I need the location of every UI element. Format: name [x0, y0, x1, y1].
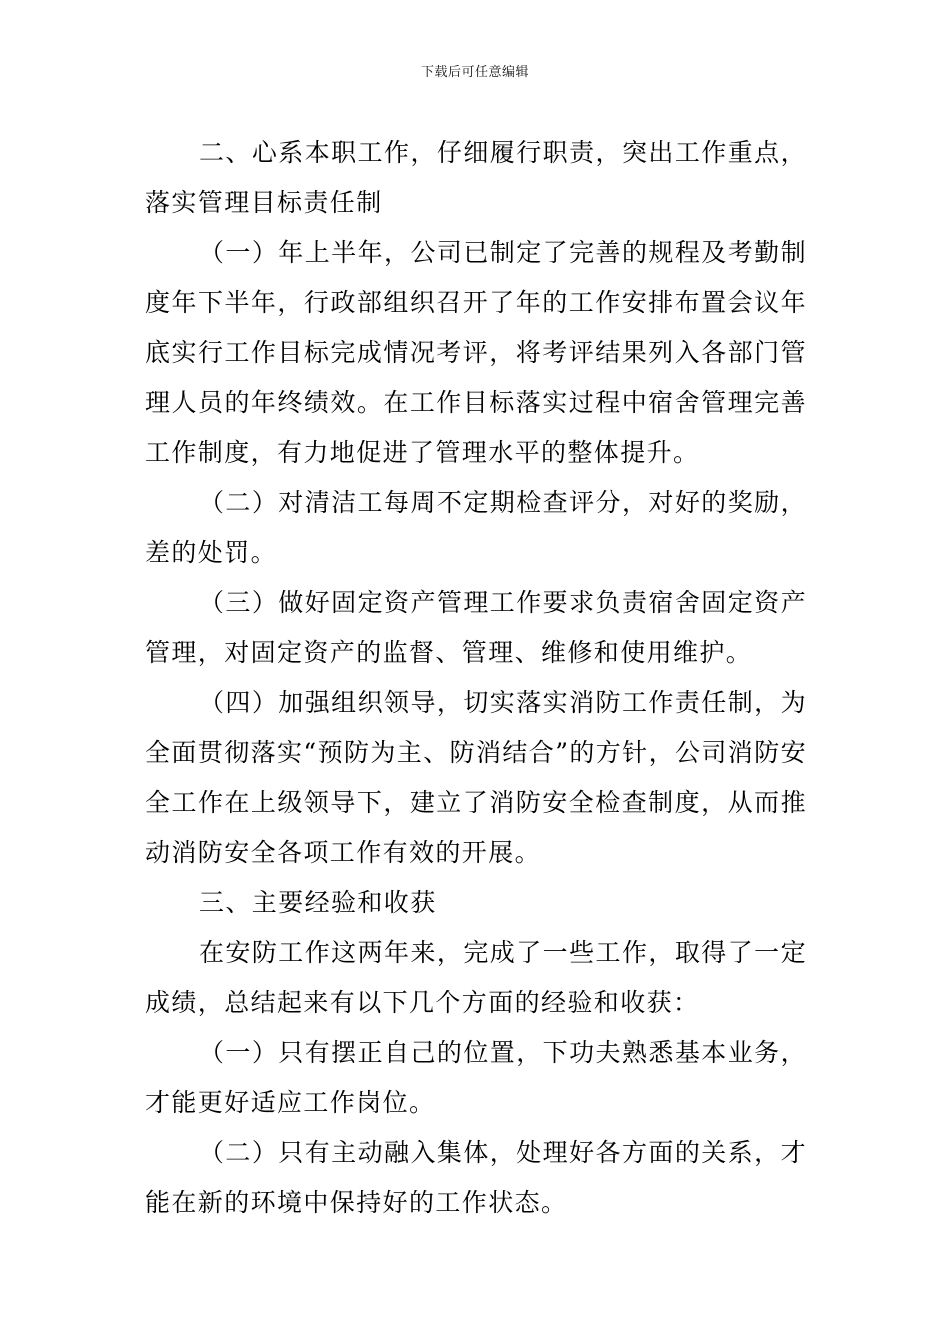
paragraph-item-3: （三）做好固定资产管理工作要求负责宿舍固定资产管理，对固定资产的监督、管理、维修和使用维护。 — [145, 588, 807, 667]
paragraph-item-2: （二）对清洁工每周不定期检查评分，对好的奖励，差的处罚。 — [145, 488, 807, 567]
paragraph-experience-2: （二）只有主动融入集体，处理好各方面的关系，才能在新的环境中保持好的工作状态。 — [145, 1138, 807, 1217]
document-body — [145, 128, 807, 1228]
paragraph-item-1: （一）年上半年，公司已制定了完善的规程及考勤制度年下半年，行政部组织召开了年的工作安排布置会议年底实行工作目标完成情况考评，将考评结果列入各部门管理人员的年终绩效。在工作目标落实过程中宿舍管理完善工作制度，有力地促进了管理水平的整体提升。 — [145, 238, 807, 467]
paragraph-section-2-heading: 二、心系本职工作，仔细履行职责，突出工作重点，落实管理目标责任制 — [145, 138, 807, 217]
paragraph-experience-1: （一）只有摆正自己的位置，下功夫熟悉基本业务，才能更好适应工作岗位。 — [145, 1038, 807, 1117]
paragraph-section-3-heading: 三、主要经验和收获 — [199, 888, 437, 917]
paragraph-item-4: （四）加强组织领导，切实落实消防工作责任制，为全面贯彻落实“预防为主、防消结合”的方针，公司消防安全工作在上级领导下，建立了消防安全检查制度，从而推动消防安全各项工作有效的开展。 — [145, 688, 807, 867]
paragraph-section-3-intro: 在安防工作这两年来，完成了一些工作，取得了一定成绩，总结起来有以下几个方面的经验和收获： — [145, 938, 807, 1017]
page-header-note: 下载后可任意编辑 — [420, 65, 529, 80]
